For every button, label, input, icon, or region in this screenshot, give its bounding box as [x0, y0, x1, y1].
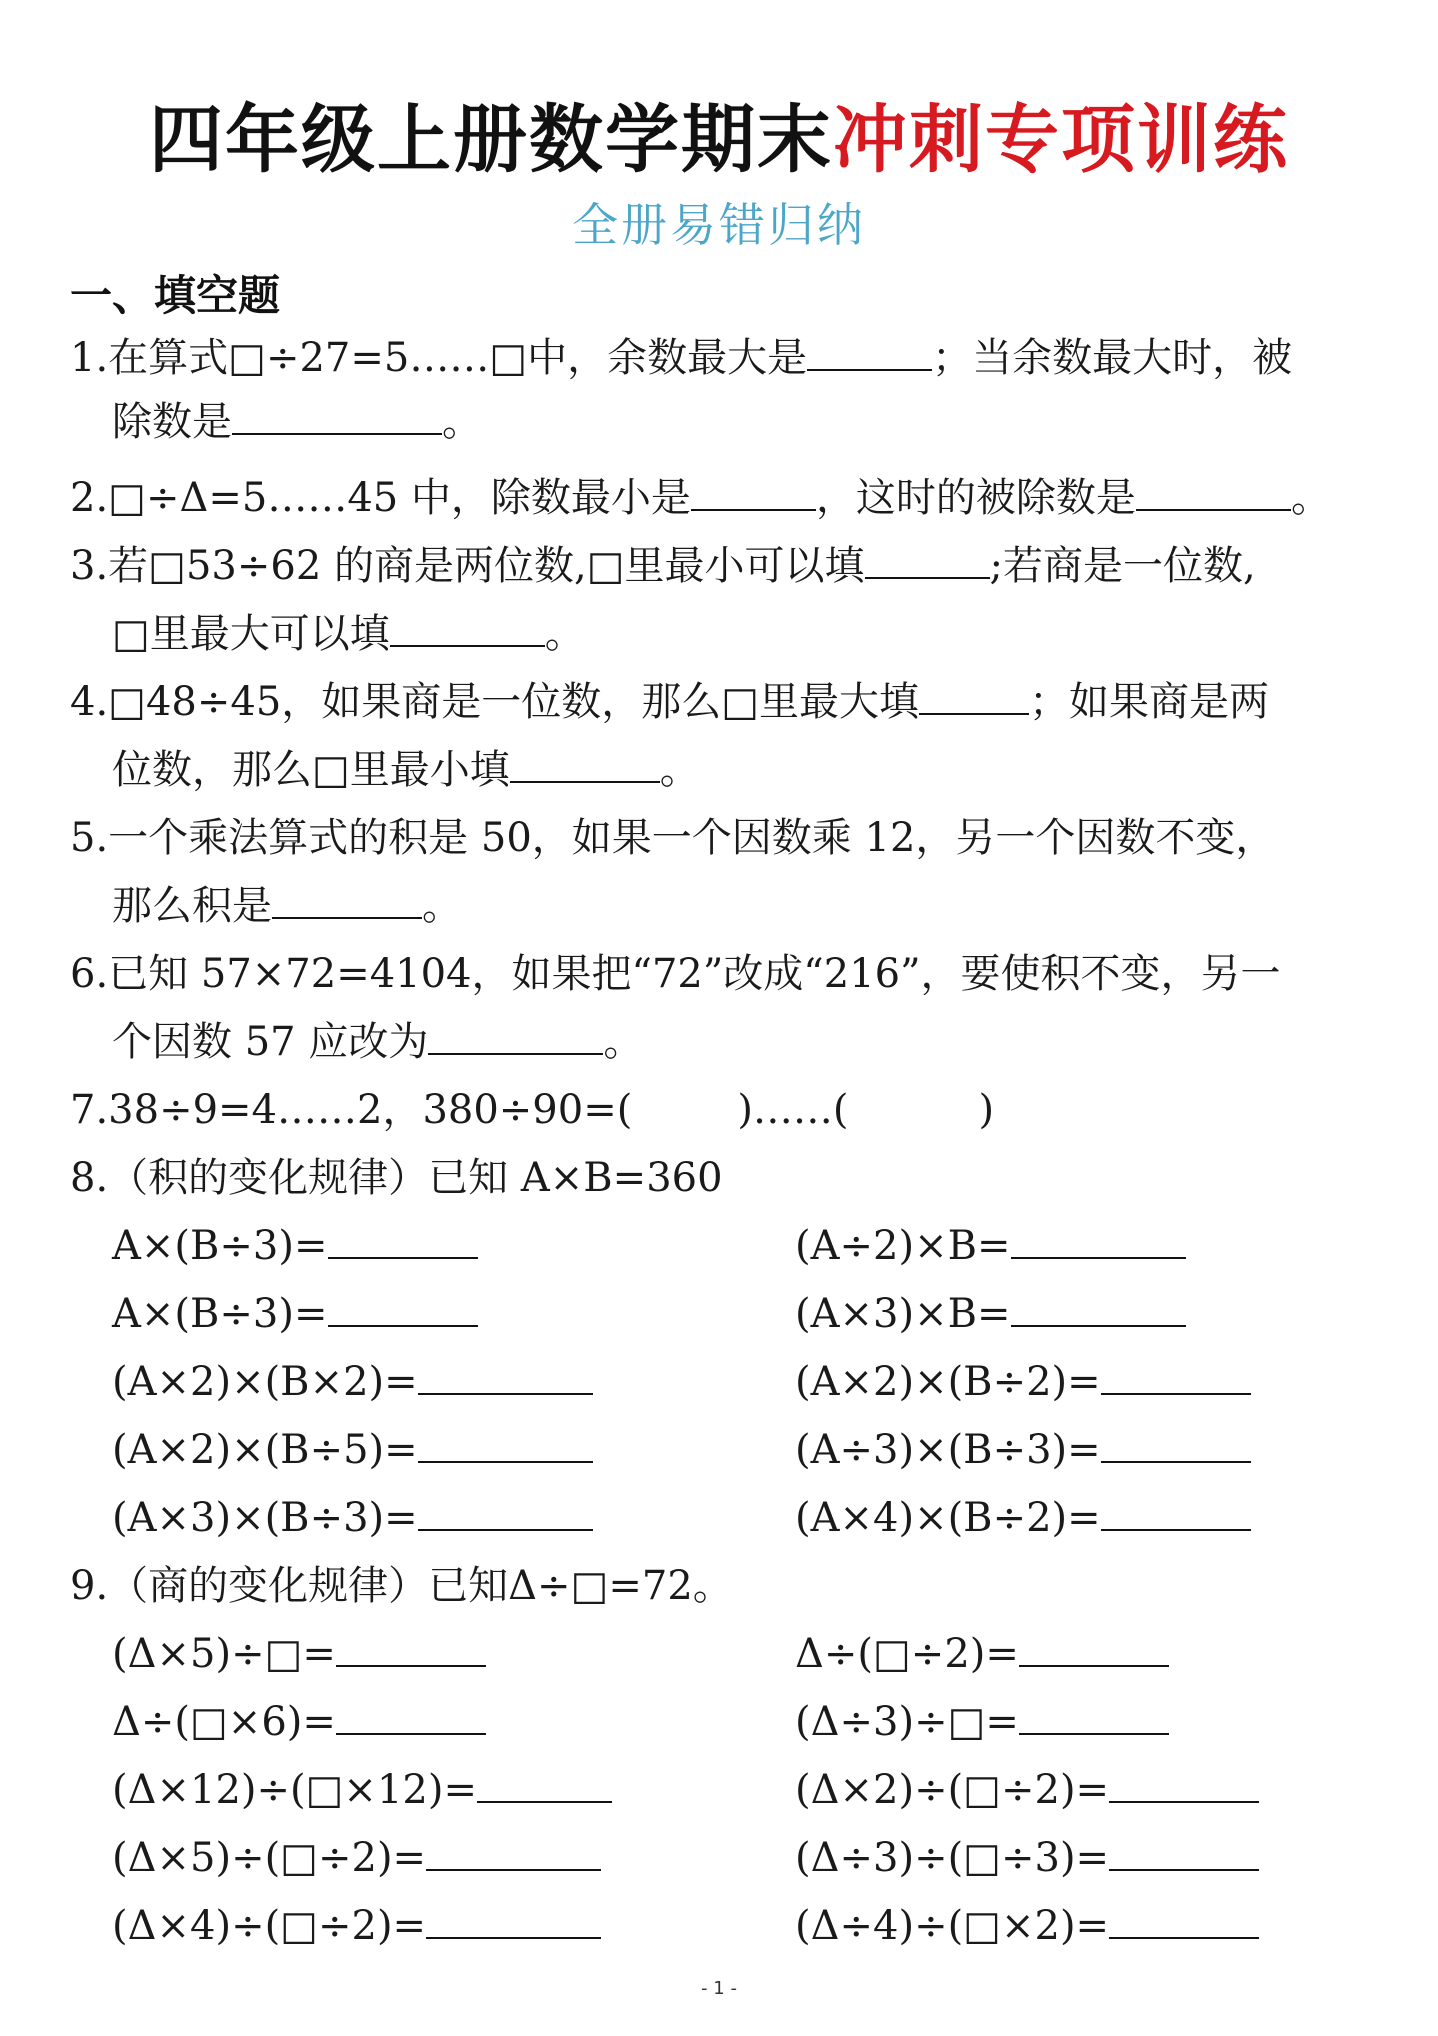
q8-left-1: A×(B÷3)= — [112, 1219, 478, 1273]
question-3-line-2: □里最大可以填 。 — [112, 607, 585, 661]
q9-right-2: (Δ÷3)÷□= — [795, 1695, 1169, 1749]
answer-blank[interactable] — [328, 1219, 478, 1259]
section-heading: 一、填空题 — [70, 271, 281, 320]
answer-blank[interactable] — [1136, 471, 1291, 511]
answer-blank[interactable] — [426, 1831, 601, 1871]
answer-blank[interactable] — [1011, 1287, 1186, 1327]
answer-blank[interactable] — [1011, 1219, 1186, 1259]
q9-right-4: (Δ÷3)÷(□÷3)= — [795, 1831, 1259, 1885]
answer-blank[interactable] — [1019, 1627, 1169, 1667]
answer-blank[interactable] — [919, 675, 1029, 715]
answer-blank[interactable] — [232, 395, 442, 435]
q8-right-4: (A÷3)×(B÷3)= — [795, 1423, 1251, 1477]
question-2: 2.□÷Δ=5……45 中，除数最小是 ，这时的被除数是 。 — [70, 471, 1331, 525]
answer-blank[interactable] — [1109, 1763, 1259, 1803]
q9-left-2: Δ÷(□×6)= — [112, 1695, 486, 1749]
question-6-line-2: 个因数 57 应改为 。 — [112, 1015, 643, 1069]
answer-blank[interactable] — [336, 1627, 486, 1667]
answer-blank[interactable] — [1019, 1695, 1169, 1735]
answer-blank[interactable] — [390, 607, 545, 647]
q9-right-5: (Δ÷4)÷(□×2)= — [795, 1899, 1259, 1953]
q9-left-3: (Δ×12)÷(□×12)= — [112, 1763, 612, 1817]
q9-left-4: (Δ×5)÷(□÷2)= — [112, 1831, 601, 1885]
question-8-title: 8.（积的变化规律）已知 A×B=360 — [70, 1155, 723, 1201]
answer-blank[interactable] — [691, 471, 816, 511]
q9-right-3: (Δ×2)÷(□÷2)= — [795, 1763, 1259, 1817]
answer-blank[interactable] — [1101, 1355, 1251, 1395]
answer-blank[interactable] — [272, 879, 422, 919]
answer-blank[interactable] — [1101, 1423, 1251, 1463]
answer-blank[interactable] — [418, 1423, 593, 1463]
question-9-title: 9.（商的变化规律）已知Δ÷□=72。 — [70, 1563, 733, 1609]
q8-left-4: (A×2)×(B÷5)= — [112, 1423, 593, 1477]
page-subtitle: 全册易错归纳 — [572, 198, 866, 252]
q8-left-2: A×(B÷3)= — [112, 1287, 478, 1341]
page-number: - 1 - — [701, 1978, 737, 1999]
answer-blank[interactable] — [418, 1491, 593, 1531]
question-1-line-2: 除数是 。 — [112, 395, 482, 449]
answer-blank[interactable] — [328, 1287, 478, 1327]
answer-blank[interactable] — [807, 331, 932, 371]
question-5-line-1: 5.一个乘法算式的积是 50，如果一个因数乘 12，另一个因数不变， — [70, 815, 1276, 861]
question-3-line-1: 3.若□53÷62 的商是两位数,□里最小可以填 ;若商是一位数, — [70, 539, 1256, 593]
q8-left-5: (A×3)×(B÷3)= — [112, 1491, 593, 1545]
q8-left-3: (A×2)×(B×2)= — [112, 1355, 593, 1409]
title-black: 四年级上册数学期末 — [149, 97, 833, 183]
question-6-line-1: 6.已知 57×72=4104，如果把“72”改成“216”，要使积不变，另一 — [70, 951, 1281, 997]
q9-left-1: (Δ×5)÷□= — [112, 1627, 486, 1681]
q8-right-2: (A×3)×B= — [795, 1287, 1186, 1341]
question-7: 7.38÷9=4……2，380÷90=( )……( ) — [70, 1087, 995, 1133]
q8-right-5: (A×4)×(B÷2)= — [795, 1491, 1251, 1545]
question-4-line-1: 4.□48÷45，如果商是一位数，那么□里最大填 ；如果商是两 — [70, 675, 1269, 729]
q8-right-3: (A×2)×(B÷2)= — [795, 1355, 1251, 1409]
answer-blank[interactable] — [1109, 1831, 1259, 1871]
q9-right-1: Δ÷(□÷2)= — [795, 1627, 1169, 1681]
answer-blank[interactable] — [428, 1015, 603, 1055]
q8-right-1: (A÷2)×B= — [795, 1219, 1186, 1273]
question-4-line-2: 位数，那么□里最小填 。 — [112, 743, 700, 797]
answer-blank[interactable] — [510, 743, 660, 783]
answer-blank[interactable] — [477, 1763, 612, 1803]
answer-blank[interactable] — [1109, 1899, 1259, 1939]
answer-blank[interactable] — [865, 539, 990, 579]
page-title — [0, 95, 1438, 185]
q9-left-5: (Δ×4)÷(□÷2)= — [112, 1899, 601, 1953]
question-5-line-2: 那么积是 。 — [112, 879, 462, 933]
title-red: 冲刺专项训练 — [833, 97, 1289, 183]
question-1-line-1: 1.在算式□÷27=5……□中，余数最大是 ；当余数最大时，被 — [70, 331, 1292, 385]
answer-blank[interactable] — [418, 1355, 593, 1395]
answer-blank[interactable] — [426, 1899, 601, 1939]
answer-blank[interactable] — [1101, 1491, 1251, 1531]
answer-blank[interactable] — [336, 1695, 486, 1735]
